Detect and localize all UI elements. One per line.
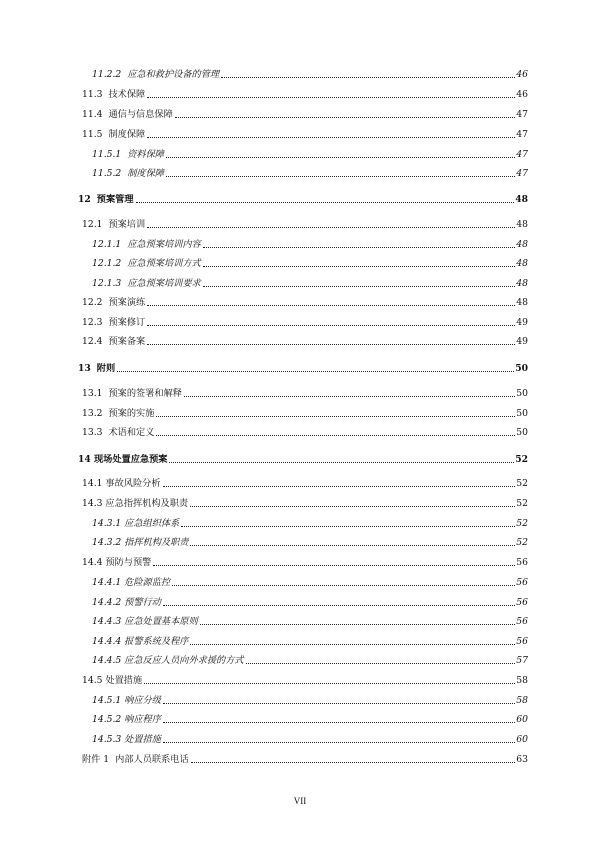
toc-entry-page: 60 (516, 714, 528, 725)
toc-entry-title: 应急和救护设备的管理 (127, 69, 220, 80)
toc-entry[interactable] (92, 595, 528, 609)
dot-leader (203, 247, 516, 248)
toc-entry-title: 14.4.5 应急反应人员向外求援的方式 (92, 655, 244, 666)
dot-leader (153, 565, 515, 566)
dot-leader (163, 742, 515, 743)
toc-entry-number: 12.1.1 (92, 239, 122, 250)
toc-entry[interactable] (92, 67, 528, 81)
toc-entry-number: 13 (78, 363, 91, 374)
toc-entry-number: 11.3 (82, 89, 103, 100)
dot-leader (147, 344, 515, 345)
toc-entry-page: 48 (516, 239, 528, 250)
toc-entry[interactable] (82, 752, 528, 766)
toc-entry-title: 14.3 应急指挥机构及职责 (82, 498, 189, 509)
toc-entry-title: 14 现场处置应急预案 (78, 454, 168, 465)
toc-entry-page: 58 (516, 695, 528, 706)
toc-entry-page: 50 (516, 427, 528, 438)
toc-entry-title: 14.3.1 应急组织体系 (92, 518, 180, 529)
toc-entry[interactable] (82, 217, 528, 231)
dot-leader (190, 506, 515, 507)
toc-entry-title: 14.4.4 报警系统及程序 (92, 636, 189, 647)
toc-entry-title: 应急预案培训内容 (127, 239, 201, 250)
toc-entry-title: 14.5.2 响应程序 (92, 714, 161, 725)
toc-entry-number: 11.5.2 (92, 168, 122, 179)
toc-entry[interactable] (82, 87, 528, 101)
toc-entry-title: 14.4.2 预警行动 (92, 597, 161, 608)
toc-entry-title: 14.5.3 处置措施 (92, 734, 161, 745)
toc-entry-page: 47 (516, 149, 528, 160)
toc-entry-title: 应急预案培训要求 (127, 278, 201, 289)
toc-entry[interactable] (92, 712, 528, 726)
toc-entry-page: 56 (516, 577, 528, 588)
toc-entry-page: 48 (516, 258, 528, 269)
dot-leader (147, 325, 515, 326)
toc-entry-title: 预案的签署和解释 (108, 388, 182, 399)
toc-entry[interactable] (82, 476, 528, 490)
dot-leader (147, 97, 515, 98)
toc-entry[interactable] (92, 147, 528, 161)
toc-entry-number: 12.2 (82, 297, 103, 308)
dot-leader (156, 435, 515, 436)
toc-entry-title: 通信与信息保障 (108, 109, 173, 120)
dot-leader (166, 176, 515, 177)
toc-entry-title: 应急预案培训方式 (127, 258, 201, 269)
toc-entry-page: 56 (516, 557, 528, 568)
dot-leader (144, 683, 515, 684)
toc-entry-number: 12.1 (82, 219, 103, 230)
dot-leader (147, 305, 515, 306)
toc-entry[interactable] (82, 425, 528, 439)
toc-entry[interactable] (78, 361, 528, 375)
toc-entry-page: 48 (516, 219, 528, 230)
toc-entry-page: 48 (516, 278, 528, 289)
toc-entry-page: 56 (516, 616, 528, 627)
toc-entry[interactable] (82, 555, 528, 569)
toc-entry-title: 14.1 事故风险分析 (82, 478, 161, 489)
toc-entry-page: 50 (516, 388, 528, 399)
dot-leader (163, 703, 515, 704)
toc-entry-page: 52 (516, 537, 528, 548)
toc-entry-page: 47 (516, 168, 528, 179)
toc-entry-title: 预案备案 (108, 336, 146, 347)
toc-entry-number: 11.2.2 (92, 69, 122, 80)
dot-leader (156, 416, 515, 417)
dot-leader (175, 117, 516, 118)
toc-entry-page: 56 (516, 597, 528, 608)
toc-entry[interactable] (92, 276, 528, 290)
toc-entry-number: 11.4 (82, 109, 103, 120)
toc-entry-title: 内部人员联系电话 (115, 754, 189, 765)
toc-entry-number: 12 (78, 194, 91, 205)
toc-entry-page: 47 (516, 109, 528, 120)
toc-entry-page: 60 (516, 734, 528, 745)
toc-entry[interactable] (92, 166, 528, 180)
toc-entry-page: 52 (516, 498, 528, 509)
toc-entry-title: 14.4 预防与预警 (82, 557, 152, 568)
dot-leader (169, 462, 514, 463)
toc-entry[interactable] (82, 315, 528, 329)
toc-entry[interactable] (92, 256, 528, 270)
toc-entry-title: 14.4.1 危险源监控 (92, 577, 171, 588)
toc-entry[interactable] (82, 406, 528, 420)
toc-entry-page: 50 (515, 363, 528, 374)
dot-leader (117, 371, 514, 372)
toc-entry[interactable] (92, 653, 528, 667)
toc-entry-page: 52 (516, 518, 528, 529)
toc-entry-title: 制度保障 (108, 129, 146, 140)
toc-entry-number: 13.2 (82, 408, 103, 419)
page-number: VII (293, 796, 307, 806)
toc-entry-page: 46 (516, 89, 528, 100)
toc-entry-title: 制度保障 (127, 168, 164, 179)
toc-entry-page: 56 (516, 636, 528, 647)
toc-entry-title: 技术保障 (108, 89, 146, 100)
toc-entry[interactable] (82, 334, 528, 348)
toc-entry-title: 14.5.1 响应分级 (92, 695, 161, 706)
toc-entry-number: 11.5.1 (92, 149, 122, 160)
dot-leader (190, 545, 515, 546)
toc-entry[interactable] (92, 237, 528, 251)
toc-entry[interactable] (92, 634, 528, 648)
toc-entry-page: 58 (516, 675, 528, 686)
toc-entry-title: 资料保障 (127, 149, 164, 160)
toc-entry-title: 附则 (96, 363, 116, 374)
toc-entry[interactable] (92, 575, 528, 589)
toc-entry-page: 52 (515, 454, 528, 465)
toc-entry-number: 12.1.3 (92, 278, 122, 289)
toc-entry-page: 49 (516, 336, 528, 347)
toc-entry[interactable] (82, 127, 528, 141)
toc-entry-number: 13.1 (82, 388, 103, 399)
dot-leader (203, 286, 516, 287)
toc-entry-page: 57 (516, 655, 528, 666)
toc-entry-title: 14.4.3 应急处置基本原则 (92, 616, 198, 627)
toc-entry-title: 预案管理 (96, 194, 134, 205)
dot-leader (163, 605, 515, 606)
toc-entry-number: 12.1.2 (92, 258, 122, 269)
toc-entry-number: 13.3 (82, 427, 103, 438)
toc-entry-page: 48 (515, 194, 528, 205)
toc-entry-title: 预案修订 (108, 317, 146, 328)
toc-entry[interactable] (82, 673, 528, 687)
toc-entry-title: 预案的实施 (108, 408, 155, 419)
dot-leader (200, 624, 516, 625)
dot-leader (163, 486, 516, 487)
toc-entry[interactable] (78, 192, 528, 206)
dot-leader (191, 762, 516, 763)
toc-entry-number: 附件 1 (82, 754, 110, 765)
toc-entry-page: 49 (516, 317, 528, 328)
dot-leader (246, 663, 516, 664)
toc-entry-title: 14.3.2 指挥机构及职责 (92, 537, 189, 548)
dot-leader (147, 137, 515, 138)
dot-leader (203, 266, 516, 267)
toc-entry-title: 预案培训 (108, 219, 146, 230)
toc-entry-number: 12.4 (82, 336, 103, 347)
toc-entry[interactable] (92, 693, 528, 707)
toc-entry[interactable] (92, 516, 528, 530)
dot-leader (172, 585, 515, 586)
dot-leader (190, 644, 515, 645)
dot-leader (184, 396, 515, 397)
dot-leader (166, 157, 515, 158)
dot-leader (163, 722, 515, 723)
toc-entry-number: 12.3 (82, 317, 103, 328)
dot-leader (147, 227, 515, 228)
toc-entry-page: 50 (516, 408, 528, 419)
toc-entry[interactable] (82, 107, 528, 121)
toc-entry-page: 63 (516, 754, 528, 765)
toc-entry-page: 48 (516, 297, 528, 308)
dot-leader (181, 526, 515, 527)
toc-entry[interactable] (92, 614, 528, 628)
dot-leader (136, 202, 515, 203)
toc-entry[interactable] (78, 452, 528, 466)
toc-entry-title: 术语和定义 (108, 427, 155, 438)
toc-entry[interactable] (82, 295, 528, 309)
dot-leader (221, 77, 515, 78)
toc-entry-page: 46 (516, 69, 528, 80)
toc-entry-title: 14.5 处置措施 (82, 675, 143, 686)
toc-entry-number: 11.5 (82, 129, 103, 140)
toc-entry-page: 52 (516, 478, 528, 489)
toc-entry-title: 预案演练 (108, 297, 146, 308)
toc-entry[interactable] (82, 386, 528, 400)
toc-entry[interactable] (82, 496, 528, 510)
toc-entry[interactable] (92, 535, 528, 549)
toc-entry[interactable] (92, 732, 528, 746)
toc-entry-page: 47 (516, 129, 528, 140)
